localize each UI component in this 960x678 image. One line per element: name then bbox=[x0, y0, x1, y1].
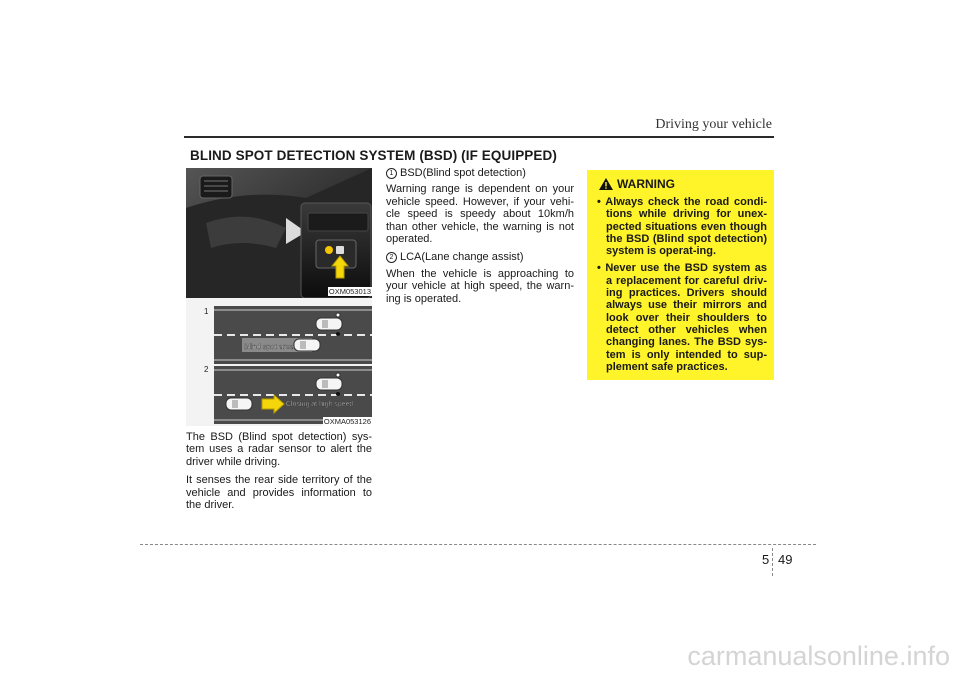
section-title: BLIND SPOT DETECTION SYSTEM (BSD) (IF EQUIPPED) bbox=[190, 148, 557, 163]
bsd-item-label: 1 BSD(Blind spot detection) bbox=[386, 167, 574, 179]
car-own-2 bbox=[316, 378, 342, 390]
bsd-switch-photo bbox=[186, 168, 372, 298]
warning-triangle-icon bbox=[599, 178, 613, 190]
warning-list bbox=[587, 196, 774, 378]
bsd-lca-diagram bbox=[186, 298, 372, 426]
number-circle: 1 bbox=[386, 168, 397, 179]
bsd-description: Warning range is dependent on your vehicle speed. However, if your vehi-cle speed is speedy about 10km/h than other vehicle, the warning is not operated. bbox=[386, 183, 574, 246]
car-other-2 bbox=[226, 398, 252, 410]
header-rule bbox=[184, 136, 774, 138]
running-header: Driving your vehicle bbox=[655, 117, 772, 132]
sensing-paragraph: It senses the rear side territory of the vehicle and provides information to the driver. bbox=[186, 474, 372, 512]
car-own-1 bbox=[316, 318, 342, 330]
warning-heading bbox=[599, 177, 675, 191]
left-column bbox=[186, 431, 372, 517]
watermark: carmanualsonline.info bbox=[687, 641, 950, 671]
warning-title: WARNING bbox=[617, 177, 675, 191]
page-number-separator bbox=[772, 548, 773, 576]
lca-item-label: 2 LCA(Lane change assist) bbox=[386, 251, 574, 263]
road-diagram bbox=[186, 298, 372, 426]
closing-label: Closing at high speed bbox=[286, 401, 354, 408]
lca-description: When the vehicle is approaching to your vehicle at high speed, the warn-ing is operated. bbox=[386, 267, 574, 305]
diagram-code: OXMA053126 bbox=[323, 417, 371, 426]
footer-rule bbox=[140, 544, 816, 545]
chapter-number: 5 bbox=[762, 552, 770, 567]
row-2-label: 2 bbox=[204, 365, 209, 374]
warning-bullet: • Never use the BSD system as a replacement for careful driv-ing practices. Drivers should always use their mirrors and look over their shoulders to detect other vehicles when changing lanes. The BSD sys-tem is only intended to sup-plement safe practices. bbox=[597, 262, 767, 373]
warning-bullet: • Always check the road condi-tions while driving for unex-pected situations even though the BSD (Blind spot detection) system is operat-ing. bbox=[597, 196, 767, 257]
warning-box bbox=[587, 170, 774, 380]
middle-column bbox=[386, 167, 574, 311]
row-1-label: 1 bbox=[204, 307, 209, 316]
car-other-1 bbox=[294, 339, 320, 351]
photo-code: OXM053013 bbox=[328, 287, 371, 296]
dashboard-illustration bbox=[186, 168, 372, 298]
number-circle: 2 bbox=[386, 252, 397, 263]
intro-paragraph: The BSD (Blind spot detection) sys-tem uses a radar sensor to alert the driver while driving. bbox=[186, 431, 372, 468]
page-number-value: 49 bbox=[778, 552, 793, 567]
blind-spot-label: Blind spot area bbox=[244, 342, 295, 351]
